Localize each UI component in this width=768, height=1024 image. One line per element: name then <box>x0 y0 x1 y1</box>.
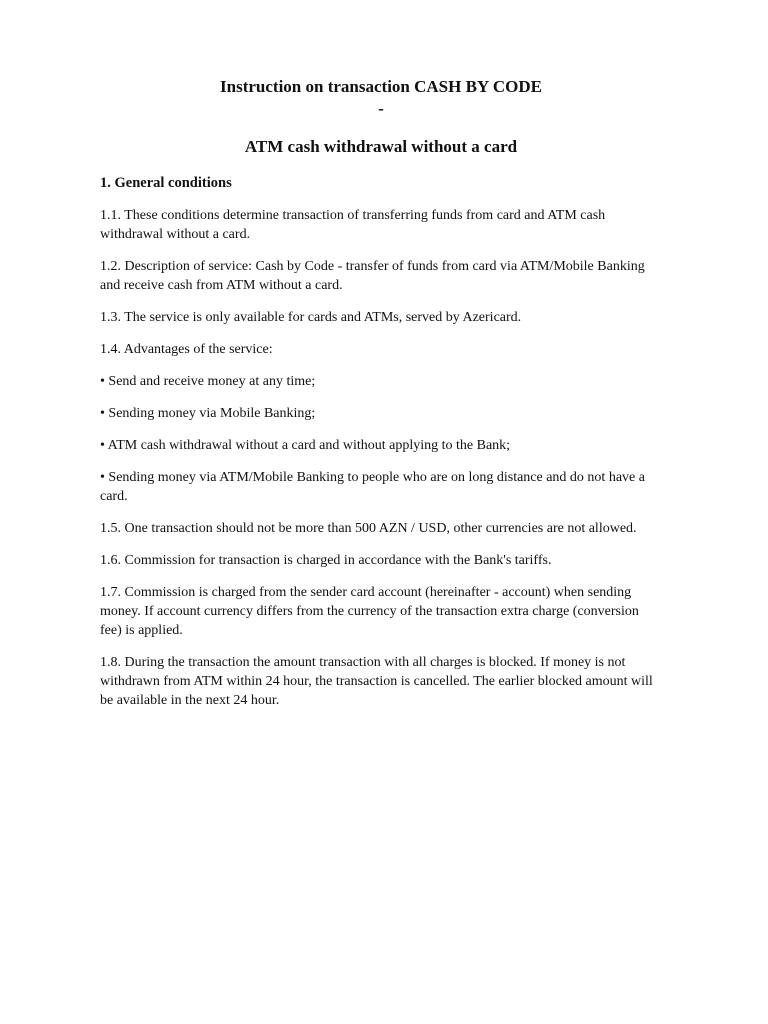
bullet-item: • ATM cash withdrawal without a card and without applying to the Bank; <box>100 438 511 453</box>
paragraph-1-1: 1.1. These conditions determine transaction of transferring funds from card and ATM cash withdrawal without a card. <box>100 208 606 242</box>
title-separator: - <box>378 99 384 118</box>
paragraph-1-5: 1.5. One transaction should not be more than 500 AZN / USD, other currencies are not allowed. <box>100 521 637 536</box>
bullet-item: • Sending money via ATM/Mobile Banking to people who are on long distance and do not have a card. <box>100 470 645 504</box>
paragraph-1-2: 1.2. Description of service: Cash by Code - transfer of funds from card via ATM/Mobile Banking and receive cash from ATM without a card. <box>100 259 645 293</box>
document-title: Instruction on transaction CASH BY CODE <box>220 77 542 96</box>
paragraph-1-7: 1.7. Commission is charged from the sender card account (hereinafter - account) when sending money. If account currency differs from the currency of the transaction extra charge (conversion fee) is applied. <box>100 585 639 638</box>
paragraph-1-4: 1.4. Advantages of the service: <box>100 342 273 357</box>
paragraph-1-6: 1.6. Commission for transaction is charged in accordance with the Bank's tariffs. <box>100 553 552 568</box>
bullet-item: • Send and receive money at any time; <box>100 374 316 389</box>
title-block <box>100 76 662 158</box>
paragraph-1-3: 1.3. The service is only available for cards and ATMs, served by Azericard. <box>100 310 522 325</box>
document-subtitle: ATM cash withdrawal without a card <box>244 137 518 156</box>
bullet-item: • Sending money via Mobile Banking; <box>100 406 316 421</box>
section-heading: 1. General conditions <box>100 175 232 191</box>
paragraph-1-8: 1.8. During the transaction the amount transaction with all charges is blocked. If money is not withdrawn from ATM within 24 hour, the transaction is cancelled. The earlier blocked amount will be available in the next 24 hour. <box>100 655 653 708</box>
document-body <box>100 174 662 723</box>
